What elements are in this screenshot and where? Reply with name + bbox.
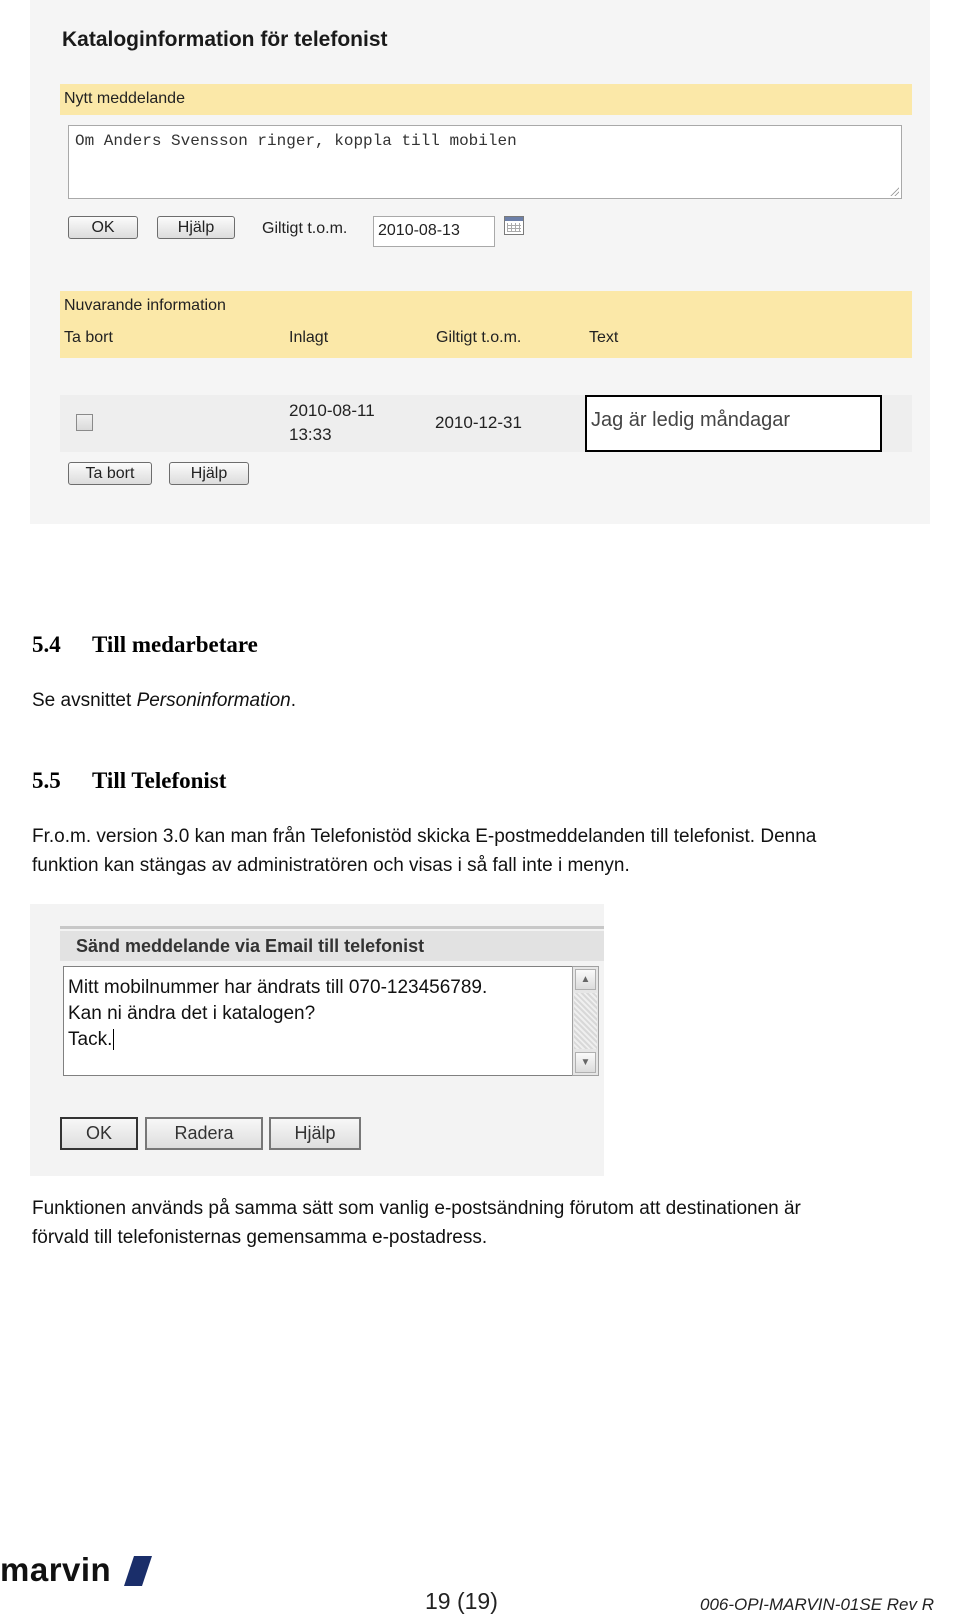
- section-title: Till medarbetare: [92, 632, 258, 657]
- added-time: 13:33: [289, 425, 332, 444]
- message-line-1: Mitt mobilnummer har ändrats till 070-123456789.: [68, 977, 488, 998]
- personinformation-link: Personinformation: [136, 690, 291, 711]
- new-message-bar: [60, 84, 912, 115]
- divider: [60, 926, 604, 929]
- section-5-5-line-1: Fr.o.m. version 3.0 kan man från Telefonistöd skicka E-postmeddelanden till telefonist. Denna: [32, 826, 817, 847]
- message-line-3-text: Tack.: [68, 1029, 113, 1050]
- scrollbar[interactable]: [572, 966, 599, 1076]
- section-title: Till Telefonist: [92, 768, 227, 793]
- valid-until-value: 2010-12-31: [435, 413, 522, 432]
- clear-button[interactable]: Radera: [145, 1117, 263, 1150]
- resize-grip-icon[interactable]: [889, 186, 899, 196]
- section-5-5-heading: [32, 768, 226, 794]
- panel-title: Kataloginformation för telefonist: [62, 28, 388, 51]
- scroll-down-icon[interactable]: ▼: [575, 1052, 596, 1073]
- message-text: Om Anders Svensson ringer, koppla till mobilen: [75, 132, 517, 150]
- column-header-added: Inlagt: [289, 329, 329, 346]
- scroll-track[interactable]: [574, 993, 597, 1049]
- help-button[interactable]: Hjälp: [157, 216, 235, 239]
- column-header-delete: Ta bort: [64, 329, 113, 346]
- scroll-up-icon[interactable]: ▲: [575, 969, 596, 990]
- ok-button[interactable]: OK: [60, 1117, 138, 1150]
- valid-until-input[interactable]: 2010-08-13: [373, 216, 495, 247]
- help-button[interactable]: Hjälp: [269, 1117, 361, 1150]
- section-number: 5.5: [32, 768, 61, 793]
- message-textarea[interactable]: [63, 966, 573, 1076]
- column-header-text: Text: [589, 329, 619, 346]
- panel-header: Sänd meddelande via Email till telefonist: [60, 931, 604, 961]
- catalog-info-screenshot: [30, 0, 930, 524]
- section-5-5-line-2: funktion kan stängas av administratören och visas i så fall inte i menyn.: [32, 855, 630, 876]
- current-info-bar: [60, 291, 912, 358]
- closing-line-2: förvald till telefonisternas gemensamma e-postadress.: [32, 1227, 488, 1248]
- valid-until-label: Giltigt t.o.m.: [262, 220, 348, 237]
- message-line-3: [68, 1027, 569, 1053]
- row-text: Jag är ledig måndagar: [585, 395, 882, 452]
- closing-line-1: Funktionen används på samma sätt som vanlig e-postsändning förutom att destinationen är: [32, 1198, 801, 1219]
- new-message-label: Nytt meddelande: [64, 90, 185, 107]
- section-5-4-text: [32, 686, 932, 715]
- added-date: 2010-08-11: [289, 401, 375, 420]
- text-suffix: .: [290, 690, 297, 711]
- text-prefix: Se avsnittet: [32, 690, 137, 711]
- section-number: 5.4: [32, 632, 61, 657]
- delete-button[interactable]: Ta bort: [68, 462, 152, 485]
- marvin-logo: marvin: [0, 1551, 112, 1588]
- delete-checkbox[interactable]: [76, 414, 93, 431]
- page-number: 19 (19): [425, 1588, 498, 1614]
- current-info-label: Nuvarande information: [64, 297, 226, 314]
- help-button-2[interactable]: Hjälp: [169, 462, 249, 485]
- email-to-operator-screenshot: [30, 904, 604, 1176]
- ok-button[interactable]: OK: [68, 216, 138, 239]
- message-line-2: Kan ni ändra det i katalogen?: [68, 1003, 316, 1024]
- message-textarea[interactable]: [68, 125, 902, 199]
- column-header-valid-until: Giltigt t.o.m.: [436, 329, 522, 346]
- marvin-logo-mark-icon: [124, 1556, 152, 1586]
- document-id: 006-OPI-MARVIN-01SE Rev R: [700, 1595, 934, 1614]
- text-cursor: [113, 1029, 119, 1050]
- calendar-icon[interactable]: [504, 216, 524, 235]
- section-5-4-heading: [32, 632, 258, 658]
